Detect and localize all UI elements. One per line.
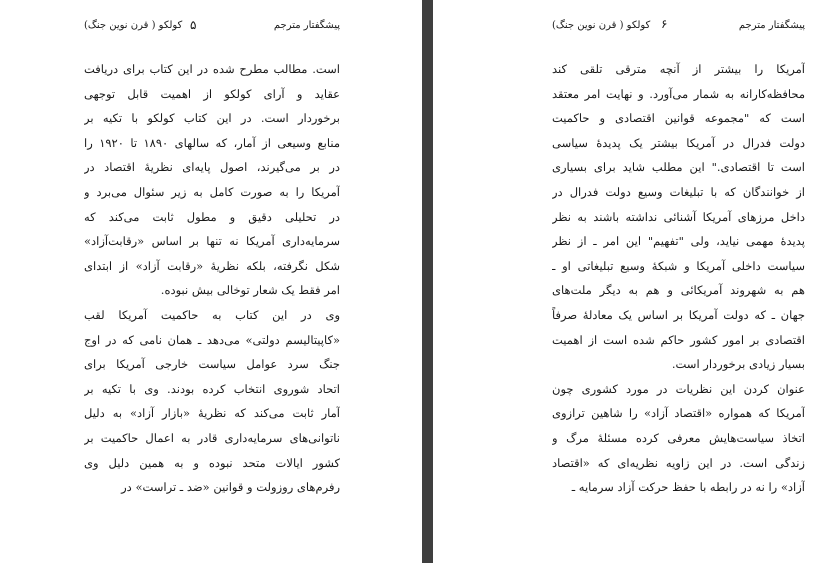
right-page	[433, 0, 814, 563]
text-line: هم به شهروند آمریکائی و هم به دیگر ملت‌های	[552, 283, 805, 298]
text-line: «کاپیتالیسم دولتی» می‌دهد ـ همان نامی که در اوج	[84, 332, 340, 347]
text-line: در تحلیلی دقیق و مطول ثابت می‌کند که	[84, 209, 340, 224]
text-line: بسیار زیادی برخوردار است.	[671, 357, 805, 372]
page-number: ۶	[661, 17, 668, 31]
text-line: دولت فدرال در آمریکا بیشتر یک پدیدهٔ سیاسی	[552, 135, 805, 150]
text-line: اقتصادی بر امور کشور حاکم شده است از اهمیت	[552, 332, 805, 347]
text-line: آمریکا را بیشتر از آنچه مترقی تلقی کند	[552, 62, 805, 76]
text-line: سیاست داخلی آمریکا و شبکهٔ وسیع تبلیغاتی او ـ	[552, 258, 805, 273]
text-line: کشور ایالات متحد نبوده و به همین دلیل وی	[84, 455, 340, 470]
text-line: داخل مرزهای آمریکا آشنائی نداشته باشند به نظر	[552, 209, 805, 224]
book-title: کولکو ( قرن نوین جنگ)	[552, 20, 651, 31]
text-line: وی در این کتاب به حاکمیت آمریکا لقب	[84, 307, 340, 322]
running-title: پیشگفتار مترجم	[273, 20, 340, 31]
text-line: زندگی است. در این زاویه نظریه‌ای که «اقتصاد	[552, 455, 805, 470]
text-line: اتحاد شوروی انتخاب کرده بودند. وی با تکیه بر	[84, 381, 340, 396]
text-line: است تا اقتصادی." این مطلب شاید برای بسیاری	[552, 160, 805, 175]
text-line: آمریکا را به صورت کامل به زیر سئوال می‌برد و	[84, 184, 340, 199]
text-line: اتخاذ سیاست‌هایش معرفی کرده مسئلهٔ مرگ و	[552, 430, 805, 445]
text-line: پدیدهٔ مهمی نیاید، ولی "تفهیم" این امر ـ از نظر	[552, 234, 805, 249]
text-line: جنگ سرد عوامل سیاست خارجی آمریکا برای	[84, 357, 340, 372]
running-title: پیشگفتار مترجم	[738, 20, 805, 31]
text-line: آزاد» را نه در رابطه با حفظ حرکت آزاد سرمایه ـ	[571, 480, 805, 495]
book-title: کولکو ( قرن نوین جنگ)	[84, 20, 183, 31]
text-line: سرمایه‌داری آمریکا نه تنها بر اساس «رقابت‌آزاد»	[84, 234, 340, 249]
text-line: آمریکا که همواره «اقتصاد آزاد» را شاهین ترازوی	[552, 406, 805, 421]
text-line: ناتوانی‌های سرمایه‌داری قادر به اعمال حاکمیت بر	[84, 430, 340, 445]
text-line: شکل نگرفته، بلکه نظریهٔ «رقابت آزاد» از ابتدای	[84, 258, 340, 273]
text-line: از خوانندگان که با تبلیغات وسیع دولت فدرال در	[552, 184, 805, 199]
page-number: ۵	[190, 18, 197, 32]
text-line: امر فقط یک شعار توخالی بیش نبوده.	[160, 283, 340, 298]
text-line: محافظه‌کارانه به شمار می‌آورد. و نهایت امر معتقد	[552, 86, 805, 101]
text-line: برخوردار است. در این کتاب کولکو با تکیه بر	[84, 111, 340, 126]
text-line: در بر می‌گیرند، اصول پایه‌ای نظریه‌ٔ اقتصاد در	[84, 160, 340, 175]
text-line: است که "مجموعه قوانین اقتصادی و حاکمیت	[552, 111, 805, 126]
text-line: عقاید و آرای کولکو از اهمیت قابل توجهی	[84, 86, 340, 101]
book-gutter	[422, 0, 433, 563]
text-line: منابع وسیعی از آمار، که سالهای ۱۸۹۰ تا ۱۹۲۰ را	[84, 135, 340, 150]
text-line: رفرم‌های روزولت و قوانین «ضد ـ تراست» در	[121, 480, 340, 495]
text-line: عنوان کردن این نظریات در مورد کشوری چون	[552, 381, 805, 396]
text-line: آمار ثابت می‌کند که نظریهٔ «بازار آزاد» به دلیل	[84, 406, 340, 421]
page-body-text	[84, 57, 340, 500]
text-line: جهان ـ که دولت آمریکا بر اساس یک معادلهٔ صرفاً	[552, 307, 805, 322]
page-body-text	[552, 57, 805, 500]
text-line: است. مطالب مطرح شده در این کتاب برای دریافت	[84, 62, 340, 76]
